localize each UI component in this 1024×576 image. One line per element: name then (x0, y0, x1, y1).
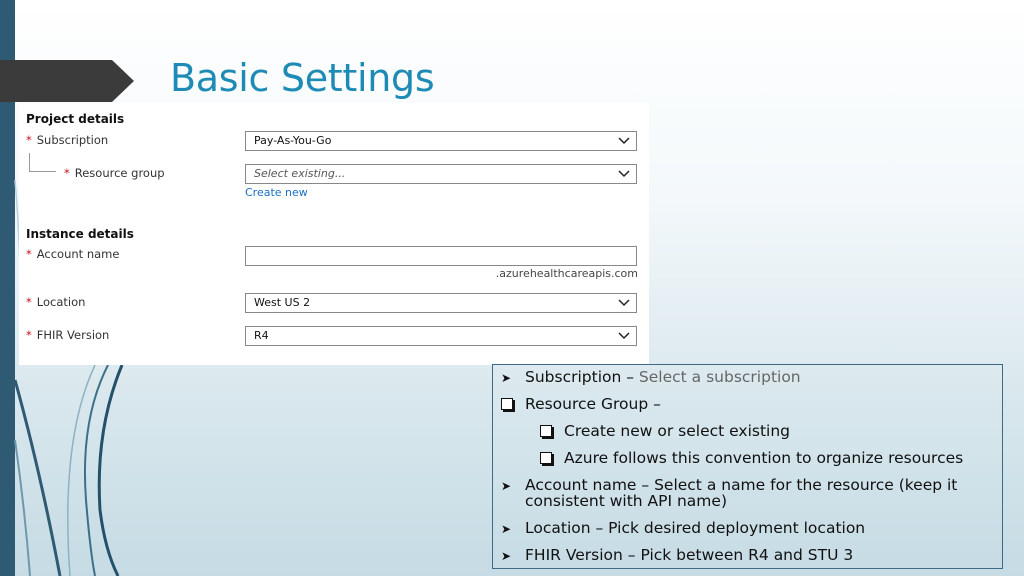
instance-details-heading: Instance details (26, 227, 134, 241)
chevron-down-icon (618, 299, 630, 307)
notes-box (492, 364, 1003, 569)
fhir-version-value: R4 (254, 329, 269, 342)
note-location: ➤ Location – Pick desired deployment location (501, 519, 866, 537)
fhir-version-label: * FHIR Version (26, 328, 110, 342)
required-marker: * (64, 166, 70, 180)
arrow-bullet-icon: ➤ (501, 549, 512, 563)
location-label: * Location (26, 295, 86, 309)
account-name-suffix: .azurehealthcareapis.com (495, 267, 638, 280)
fhir-version-dropdown[interactable] (245, 326, 637, 346)
chevron-down-icon (618, 137, 630, 145)
subscription-label: * Subscription (26, 133, 109, 147)
arrow-bullet-icon: ➤ (501, 371, 512, 385)
tree-connector (29, 153, 56, 172)
required-marker: * (26, 247, 32, 261)
chevron-down-icon (618, 332, 630, 340)
arrow-bullet-icon: ➤ (501, 522, 512, 536)
checkbox-bullet-icon (540, 425, 552, 437)
note-account-name: ➤ Account name – Select a name for the resource (keep it consistent with API name) (501, 476, 958, 510)
checkbox-bullet-icon (501, 398, 513, 410)
project-details-heading: Project details (26, 112, 125, 126)
checkbox-bullet-icon (540, 452, 552, 464)
location-value: West US 2 (254, 296, 311, 309)
subscription-value: Pay-As-You-Go (254, 134, 332, 147)
note-fhir-version: ➤ FHIR Version – Pick between R4 and STU 3 (501, 546, 854, 564)
required-marker: * (26, 328, 32, 342)
slide-title: Basic Settings (170, 56, 435, 100)
resource-group-label: * Resource group (64, 166, 165, 180)
title-tab-arrow (0, 60, 134, 102)
required-marker: * (26, 295, 32, 309)
note-subscription: ➤ Subscription – Select a subscription (501, 368, 801, 386)
required-marker: * (26, 133, 32, 147)
chevron-down-icon (618, 170, 630, 178)
azure-create-form (19, 103, 649, 365)
resource-group-placeholder: Select existing... (254, 167, 346, 180)
arrow-bullet-icon: ➤ (501, 479, 512, 493)
create-new-link[interactable]: Create new (245, 186, 308, 199)
note-resource-group: Resource Group – (525, 396, 661, 412)
note-convention: Azure follows this convention to organize resources (564, 450, 963, 466)
subscription-dropdown[interactable] (245, 131, 637, 151)
note-create-new: Create new or select existing (564, 423, 790, 439)
resource-group-dropdown[interactable] (245, 164, 637, 184)
location-dropdown[interactable] (245, 293, 637, 313)
account-name-label: * Account name (26, 247, 120, 261)
account-name-input[interactable] (245, 246, 637, 266)
